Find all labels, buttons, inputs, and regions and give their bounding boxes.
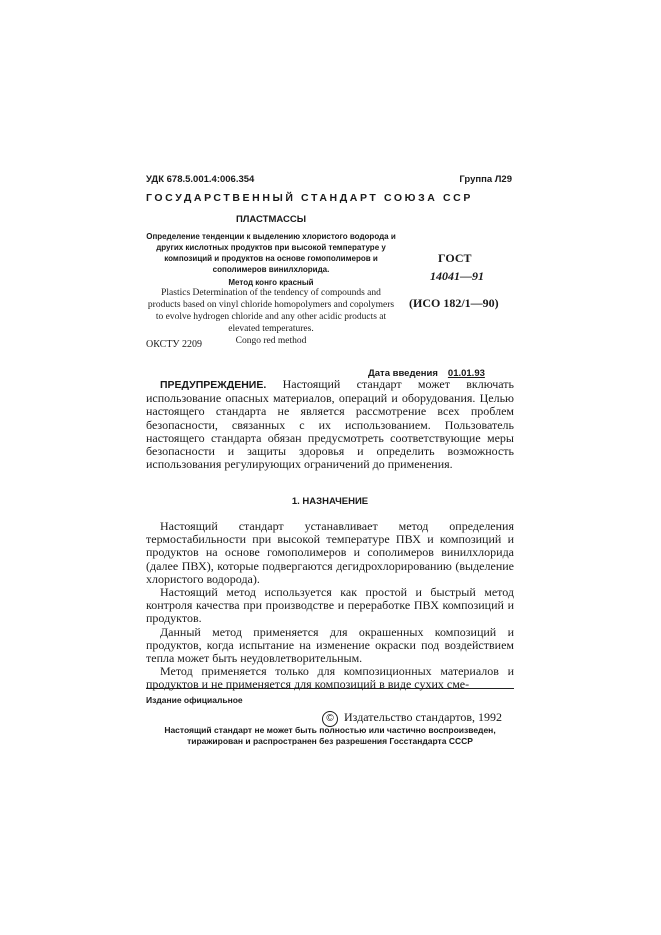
gost-number: 14041—91 [430, 269, 484, 283]
paragraph: Настоящий метод используется как простой и быстрый метод контроля качества при производстве и переработке ПВХ композиций и продуктов. [146, 585, 514, 626]
reproduction-notice: Настоящий стандарт не может быть полностью или частично воспроизведен, тиражирован и распространен без разрешения Госстандарта СССР [164, 725, 496, 746]
standard-title-ru: Определение тенденции к выделению хлористого водорода и других кислотных продуктов при высокой температуре у композиций и продуктов на основе гомополимеров и сополимеров винилхлорида. [146, 232, 396, 274]
title-en-text: Plastics Determination of the tendency of compounds and products based on vinyl chloride homopolymers and copolymers to evolve hydrogen chloride and any other acidic products at elevated temperatures. [147, 288, 395, 334]
date-value: 01.01.93 [447, 368, 485, 379]
section-body [146, 520, 514, 692]
footer-divider [146, 688, 514, 689]
method-title-ru: Метод конго красный [228, 278, 314, 287]
paragraph: Метод применяется только для композиционных материалов и продуктов и не применяется для композиций в виде сухих сме- [146, 664, 514, 692]
warning-text: Настоящий стандарт может включать использование опасных материалов, операций и оборудования. Целью настоящего стандарта не является рассмотрение всех проблем безопасности, связанных с их использованием. Пользователь настоящего стандарта обязан предусмотреть соответствующие меры безопасности и защиты здоровья и определить возможность использования регулирующих ограничений до применения. [146, 377, 514, 472]
paragraph: Настоящий стандарт устанавливает метод определения термостабильности при высокой температуре ПВХ и композиций и продуктов на основе гомополимеров и сополимеров винилхлорида (далее ПВХ), которые подвергаются дегидрохлорированию (выделение хлористого водорода). [146, 519, 514, 586]
state-standard-title: ГОСУДАРСТВЕННЫЙ СТАНДАРТ СОЮЗА ССР [146, 192, 473, 204]
warning-paragraph [146, 378, 514, 471]
method-title-en: Congo red method [235, 336, 307, 346]
udk-code: УДК 678.5.001.4:006.354 [146, 174, 255, 185]
group-code: Группа Л29 [459, 174, 512, 185]
subject-heading: ПЛАСТМАССЫ [235, 214, 307, 225]
okstu-code: ОКСТУ 2209 [146, 339, 203, 350]
copyright-text: Издательство стандартов, 1992 [344, 710, 502, 724]
copyright-icon: © [322, 711, 338, 727]
paragraph: Данный метод применяется для окрашенных композиций и продуктов, когда испытание на изменение окраски под воздействием тепла может быть неудовлетворительным. [146, 624, 514, 666]
date-label: Дата введения [368, 368, 438, 379]
standard-title-en [146, 287, 396, 347]
iso-reference: (ИСО 182/1—90) [409, 296, 499, 310]
edition-label: Издание официальное [146, 695, 243, 705]
section-heading: 1. НАЗНАЧЕНИЕ [291, 496, 369, 507]
warning-lead: ПРЕДУПРЕЖДЕНИЕ. [160, 379, 267, 391]
gost-label: ГОСТ [438, 251, 472, 265]
